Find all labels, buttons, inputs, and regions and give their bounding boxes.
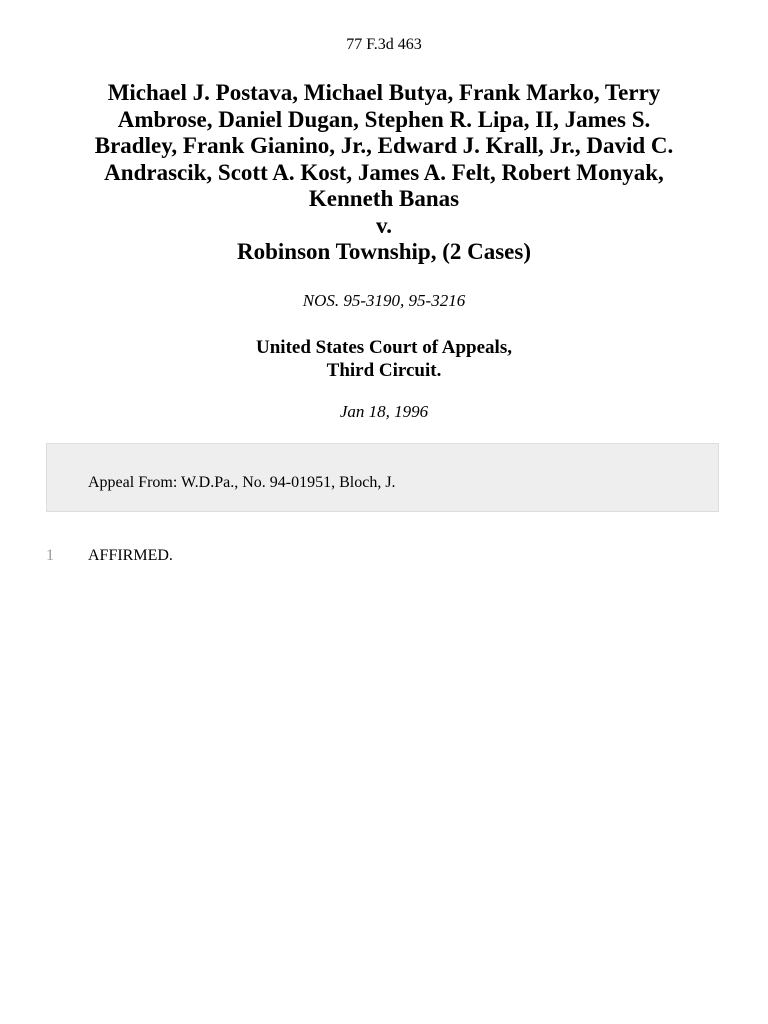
docket-numbers: NOS. 95-3190, 95-3216 xyxy=(302,291,466,310)
court-name-line: United States Court of Appeals, xyxy=(256,337,512,358)
court-name-line: Third Circuit. xyxy=(326,360,442,381)
case-title-line: Michael J. Postava, Michael Butya, Frank Marko, Terry xyxy=(107,80,661,105)
case-title-versus: v. xyxy=(376,212,392,238)
decision-date: Jan 18, 1996 xyxy=(339,402,429,421)
appeal-from-text: Appeal From: W.D.Pa., No. 94-01951, Bloch, J. xyxy=(88,474,396,491)
case-title-line: Ambrose, Daniel Dugan, Stephen R. Lipa, II, James S. xyxy=(117,106,651,132)
case-title xyxy=(40,80,728,266)
case-title-line: Andrascik, Scott A. Kost, James A. Felt, Robert Monyak, xyxy=(104,159,664,185)
paragraph-text: AFFIRMED. xyxy=(88,547,173,564)
case-title-line: Robinson Township, (2 Cases) xyxy=(236,239,531,264)
case-title-line: Kenneth Banas xyxy=(308,186,460,211)
paragraph-number: 1 xyxy=(46,547,54,564)
case-title-line: Bradley, Frank Gianino, Jr., Edward J. Krall, Jr., David C. xyxy=(94,133,674,158)
court-name xyxy=(0,336,768,382)
reporter-citation: 77 F.3d 463 xyxy=(346,36,422,53)
